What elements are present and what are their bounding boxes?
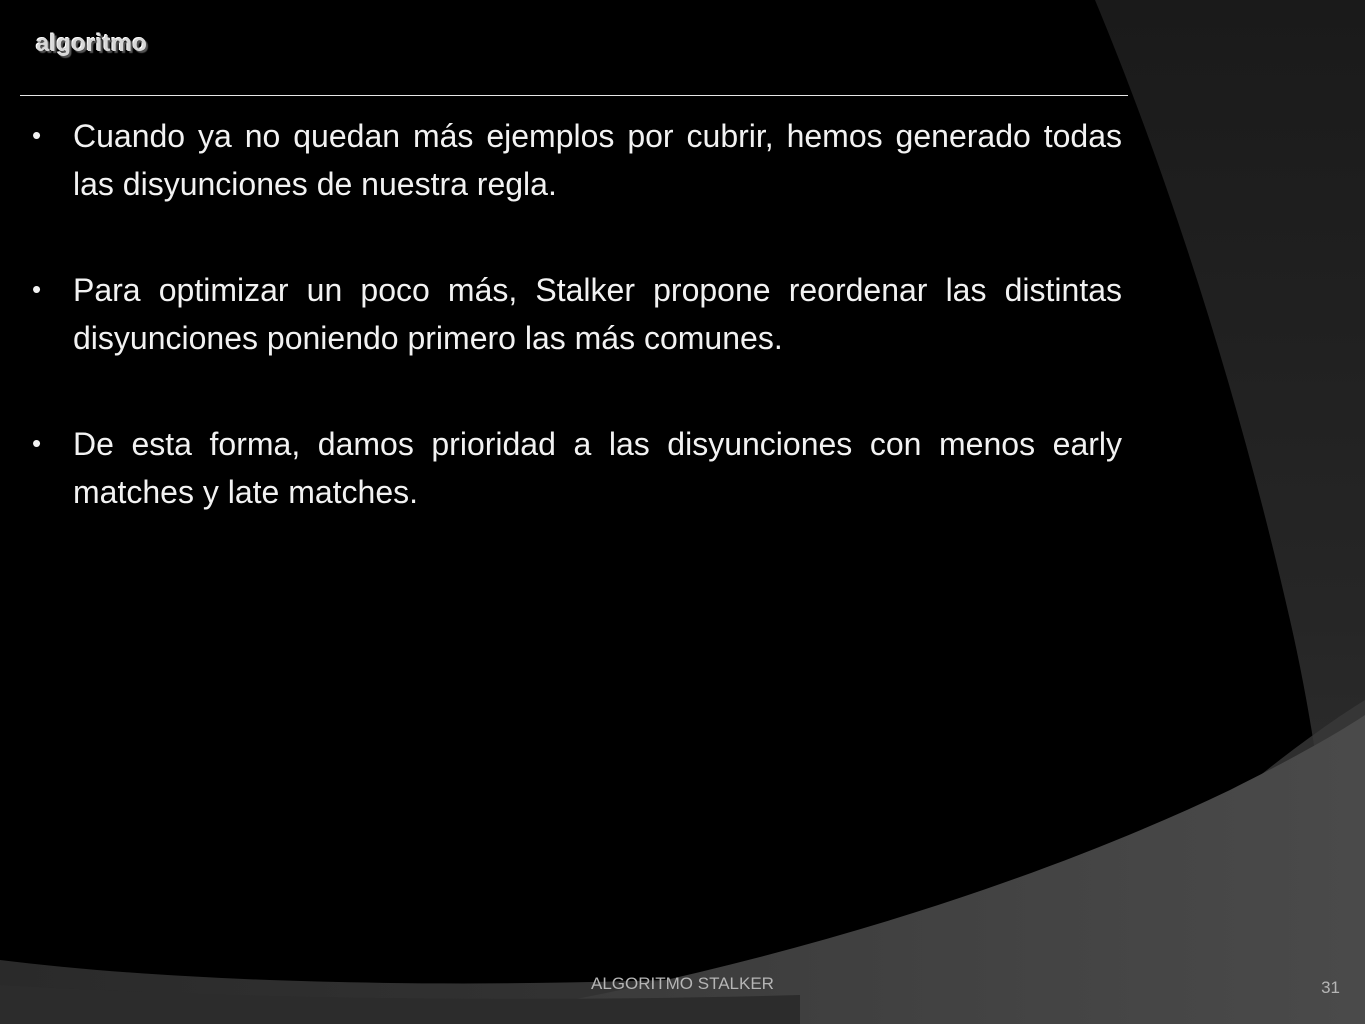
page-number: 31 — [1321, 978, 1340, 997]
bullet-item — [28, 420, 1122, 516]
title-divider — [20, 95, 1128, 96]
bullet-item — [28, 112, 1122, 208]
bullet-text: De esta forma, damos prioridad a las disyunciones con menos early matches y late matches. — [73, 426, 1122, 510]
bullet-dot-icon: • — [32, 428, 42, 458]
slide-title: algoritmo — [36, 30, 148, 57]
bullet-dot-icon: • — [32, 120, 42, 150]
bullet-text: Para optimizar un poco más, Stalker propone reordenar las distintas disyunciones poniendo primero las más comunes. — [73, 272, 1122, 356]
bullet-list — [28, 112, 1122, 574]
bullet-text: Cuando ya no quedan más ejemplos por cubrir, hemos generado todas las disyunciones de nuestra regla. — [73, 118, 1122, 202]
bullet-item — [28, 266, 1122, 362]
bullet-dot-icon: • — [32, 274, 42, 304]
slide-footer: ALGORITMO STALKER — [591, 974, 774, 993]
